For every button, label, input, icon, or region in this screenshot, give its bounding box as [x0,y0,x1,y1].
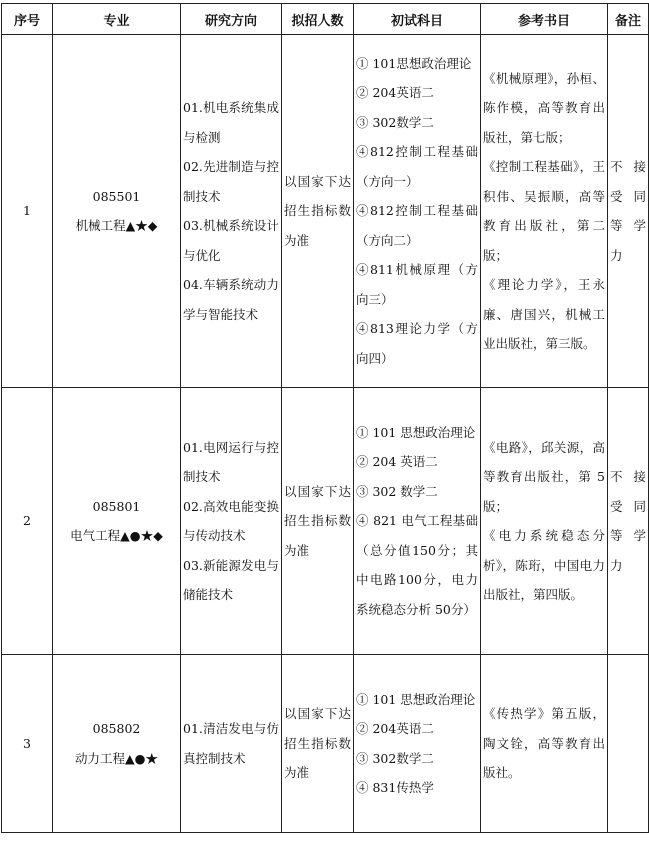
subject-item: ④812控制工程基础（方向二） [356,203,478,248]
major-code: 085801 [92,498,141,514]
direction-item: 03.新能源发电与储能技术 [183,557,279,602]
subject-item: ④811机械原理（方向三） [356,262,478,307]
remark-cell [608,655,649,833]
direction-item: 02.高效电能变换与传动技术 [183,498,279,543]
subject-item: ② 204英语二 [356,721,434,736]
direction-cell [181,655,282,833]
direction-cell [181,388,282,655]
major-code: 085501 [92,188,141,204]
quota-cell: 以国家下达招生指标数为准 [282,655,354,833]
header-major: 专业 [53,4,181,35]
header-row [2,4,649,35]
subject-item: ③ 302 数学二 [356,483,438,499]
subject-item: ④812控制工程基础（方向一） [356,144,478,189]
table-row [2,655,649,833]
direction-item: 01.电网运行与控制技术 [183,439,279,484]
direction-item: 01.机电系统集成与检测 [183,100,279,145]
header-books: 参考书目 [481,4,608,35]
quota-cell: 以国家下达招生指标数为准 [282,35,354,388]
remark-cell: 不接受同等学力 [608,35,649,388]
subject-item: ④ 831传热学 [356,780,434,795]
table-row [2,35,649,388]
books-cell [481,655,608,833]
books-cell [481,388,608,655]
enrollment-table [1,3,649,833]
header-subjects: 初试科目 [354,4,481,35]
books-cell [481,35,608,388]
major-code: 085802 [92,721,141,736]
subject-item: ③ 302数学二 [356,114,434,130]
book-item: 《控制工程基础》，王积伟、吴振顺，高等教育出版社，第二版； [483,159,605,263]
subject-item: ④ 821 电气工程基础（总分值150分；其中电路100分，电力系统稳态分析 50分） [356,513,478,617]
book-item: 《机械原理》，孙桓、陈作模，高等教育出版社，第七版； [483,70,605,145]
subject-item: ② 204英语二 [356,85,434,101]
subject-item: ① 101 思想政治理论 [356,691,476,707]
header-seq: 序号 [2,4,53,35]
seq-cell: 2 [2,388,53,655]
subjects-cell [354,655,481,833]
major-cell [53,655,181,833]
header-direction: 研究方向 [181,4,282,35]
book-item: 《电力系统稳态分析》，陈珩，中国电力出版社，第四版。 [483,528,605,602]
subject-item: ① 101 思想政治理论 [356,424,476,440]
book-item: 《理论力学》，王永廉、唐国兴，机械工业出版社，第三版。 [483,277,605,351]
major-name: 机械工程▲★◆ [75,218,158,233]
subject-item: ① 101思想政治理论 [356,55,472,71]
book-item: 《电路》，邱关源，高等教育出版社，第 5 版； [483,439,605,514]
subjects-cell [354,388,481,655]
direction-item: 03.机械系统设计与优化 [183,218,279,263]
major-name: 动力工程▲●★ [74,750,159,766]
remark-cell: 不接受同等学力 [608,388,649,655]
direction-item: 04.车辆系统动力学与智能技术 [183,277,279,322]
major-cell [53,35,181,388]
major-cell [53,388,181,655]
quota-cell: 以国家下达招生指标数为准 [282,388,354,655]
subjects-cell [354,35,481,388]
major-name: 电气工程▲●★◆ [70,528,163,543]
table-row [2,388,649,655]
header-quota: 拟招人数 [282,4,354,35]
direction-cell [181,35,282,388]
seq-cell: 3 [2,655,53,833]
subject-item: ③ 302数学二 [356,750,434,766]
book-item: 《传热学》第五版，陶文铨，高等教育出版社。 [483,706,605,781]
direction-item: 01.清洁发电与仿真控制技术 [183,721,279,766]
direction-item: 02.先进制造与控制技术 [183,159,279,204]
subject-item: ② 204 英语二 [356,454,438,470]
seq-cell: 1 [2,35,53,388]
header-remark: 备注 [608,4,649,35]
subject-item: ④813理论力学（方向四） [356,321,478,366]
